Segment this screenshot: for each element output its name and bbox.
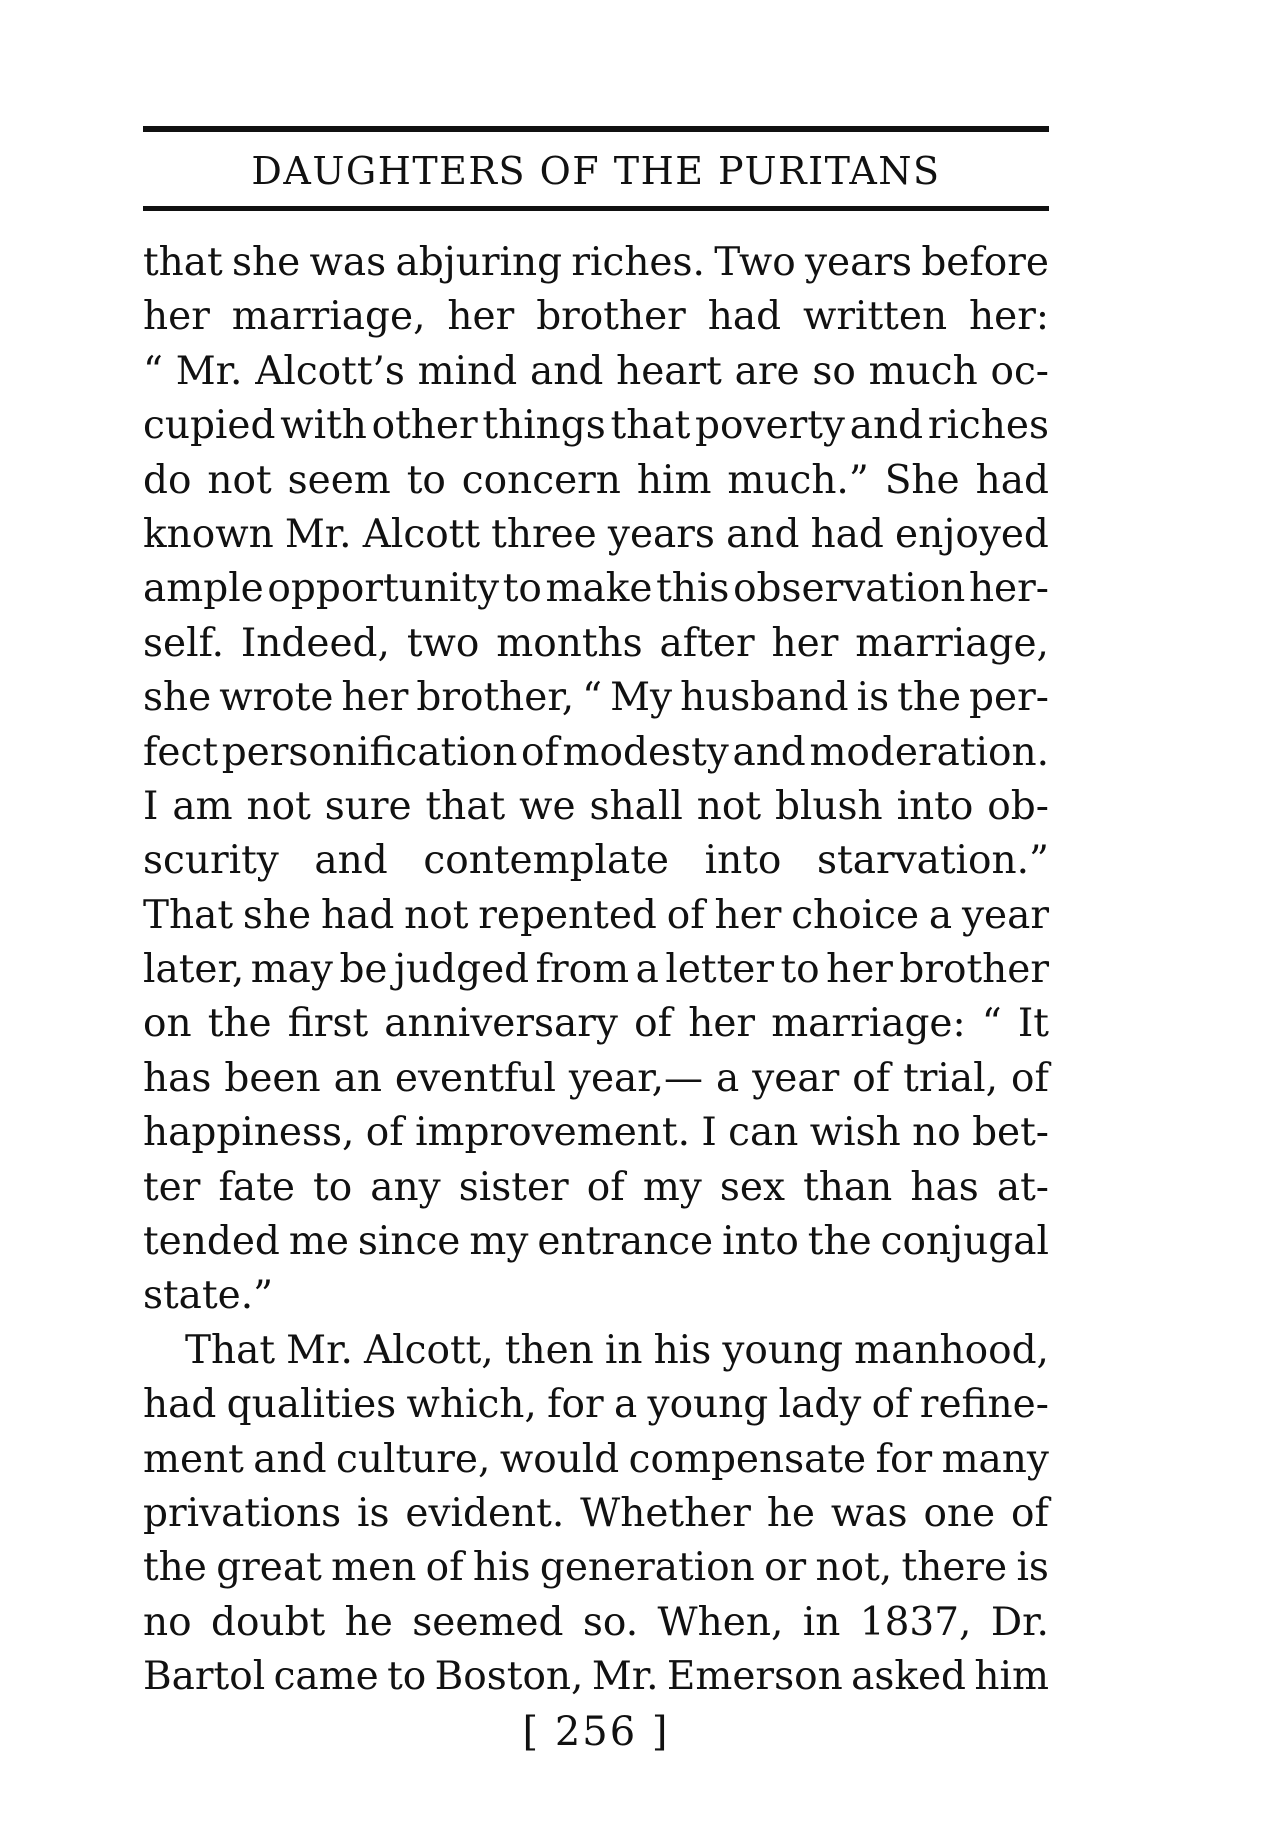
text-line: later, may be judged from a letter to her brother bbox=[143, 947, 1049, 993]
text-line: ment and culture, would compensate for many bbox=[143, 1436, 1049, 1482]
text-line: fect personification of modesty and moderation. bbox=[143, 729, 1049, 775]
text-line: has been an eventful year,— a year of trial, of bbox=[143, 1055, 1049, 1101]
text-line: “ Mr. Alcott’s mind and heart are so much oc- bbox=[143, 348, 1049, 394]
text-line: happiness, of improvement. I can wish no bet- bbox=[143, 1110, 1049, 1156]
text-line: that she was abjuring riches. Two years before bbox=[143, 240, 1049, 285]
body-text bbox=[143, 236, 1049, 1705]
text-line: self. Indeed, two months after her marriage, bbox=[143, 620, 1049, 666]
text-line: the great men of his generation or not, there is bbox=[143, 1545, 1049, 1591]
text-line: That she had not repented of her choice a year bbox=[143, 892, 1049, 938]
text-line: tended me since my entrance into the conjugal bbox=[143, 1219, 1049, 1265]
text-line: she wrote her brother, “ My husband is the per- bbox=[143, 675, 1049, 721]
page-number: [ 256 ] bbox=[522, 1709, 670, 1755]
text-line: ter fate to any sister of my sex than has at- bbox=[143, 1164, 1049, 1210]
text-line: known Mr. Alcott three years and had enjoyed bbox=[143, 511, 1049, 557]
text-line: had qualities which, for a young lady of refine- bbox=[143, 1382, 1049, 1428]
header-rule-top bbox=[143, 126, 1049, 132]
text-line: do not seem to concern him much.” She had bbox=[143, 457, 1049, 503]
text-line: That Mr. Alcott, then in his young manhood, bbox=[185, 1327, 1049, 1373]
running-head: DAUGHTERS OF THE PURITANS bbox=[251, 149, 941, 193]
text-line: her marriage, her brother had written her: bbox=[143, 294, 1049, 340]
text-line: Bartol came to Boston, Mr. Emerson asked him bbox=[143, 1654, 1049, 1700]
header-rule-bottom bbox=[143, 206, 1049, 211]
text-line: cupied with other things that poverty and riches bbox=[143, 403, 1049, 449]
text-line: state.” bbox=[143, 1273, 274, 1319]
text-line: scurity and contemplate into starvation.” bbox=[143, 838, 1049, 884]
text-line: no doubt he seemed so. When, in 1837, Dr. bbox=[143, 1599, 1049, 1645]
text-line: on the first anniversary of her marriage: “ It bbox=[143, 1001, 1049, 1047]
text-line: I am not sure that we shall not blush into ob- bbox=[143, 783, 1049, 829]
text-line: ample opportunity to make this observation her- bbox=[143, 566, 1049, 612]
text-line: privations is evident. Whether he was one of bbox=[143, 1490, 1049, 1536]
